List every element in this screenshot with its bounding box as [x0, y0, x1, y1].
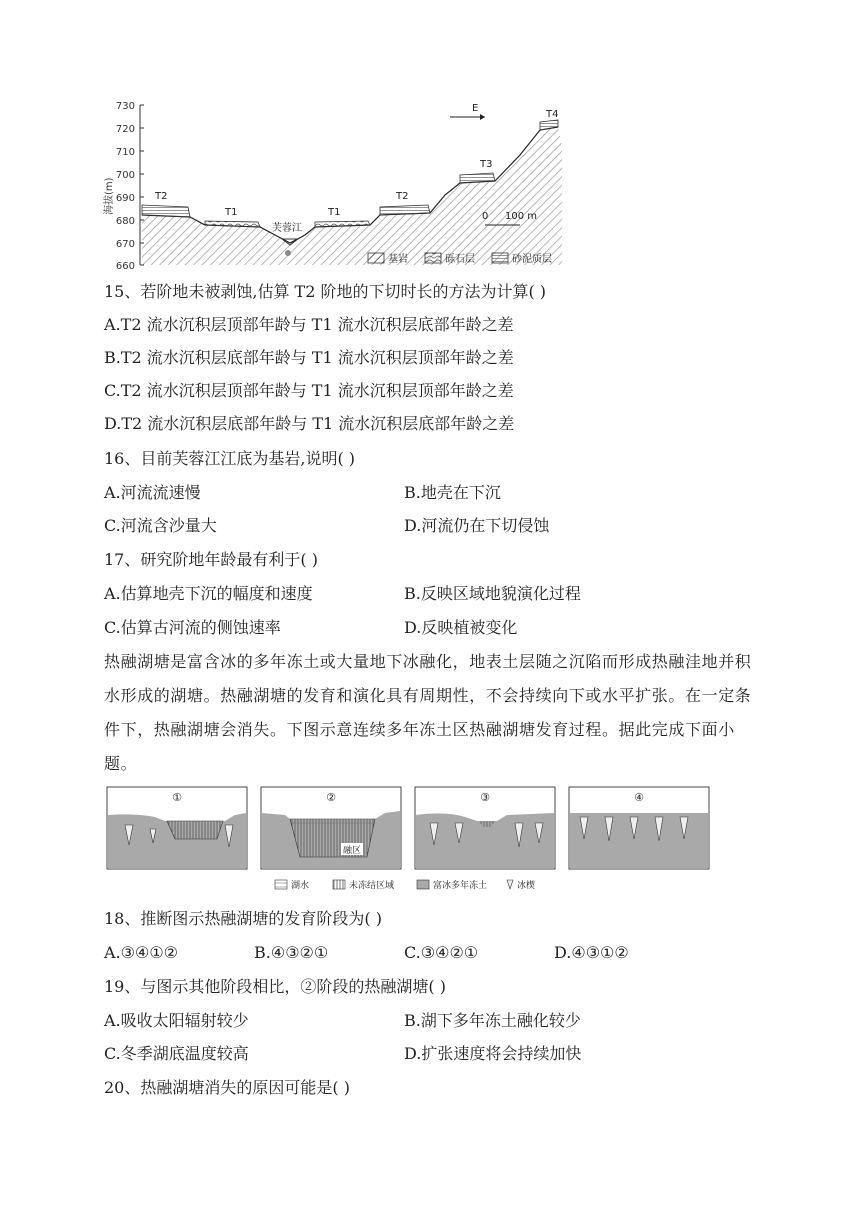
- panel-label: ①: [172, 791, 182, 804]
- q18-option-c: C.③④②①: [404, 943, 479, 962]
- y-tick: 700: [115, 170, 135, 181]
- q15-option-b: B.T2 流水沉积层底部年龄与 T1 流水沉积层顶部年龄之差: [104, 348, 514, 367]
- y-tick: 680: [115, 216, 135, 227]
- thaw-zone-label: 融区: [342, 846, 362, 856]
- q17-option-b: B.反映区域地貌演化过程: [404, 584, 581, 603]
- legend-permafrost: 富冰多年冻土: [433, 881, 488, 891]
- terrace-label: T2: [396, 191, 409, 202]
- q18-option-a: A.③④①②: [104, 943, 179, 962]
- q19-stem: 19、与图示其他阶段相比，②阶段的热融湖塘( ): [104, 977, 446, 996]
- q18-stem: 18、推断图示热融湖塘的发育阶段为( ): [104, 909, 382, 928]
- q16-option-d: D.河流仍在下切侵蚀: [404, 516, 550, 535]
- q17-option-d: D.反映植被变化: [404, 618, 518, 637]
- legend-ice-wedge: 冰楔: [517, 881, 536, 891]
- q20-stem: 20、热融湖塘消失的原因可能是( ): [104, 1078, 350, 1097]
- panel-label: ③: [480, 791, 490, 804]
- q18-option-b: B.④③②①: [254, 943, 329, 962]
- q15-option-d: D.T2 流水沉积层底部年龄与 T1 流水沉积层底部年龄之差: [104, 414, 515, 433]
- q16-option-b: B.地壳在下沉: [404, 483, 501, 502]
- y-tick: 710: [115, 147, 135, 158]
- terrace-label: T3: [480, 159, 493, 170]
- q15-stem: 15、若阶地未被剥蚀,估算 T2 阶地的下切时长的方法为计算( ): [104, 282, 547, 301]
- q18-option-d: D.④③①②: [554, 943, 629, 962]
- q19-option-b: B.湖下多年冻土融化较少: [404, 1011, 581, 1030]
- q17-option-c: C.估算古河流的侧蚀速率: [104, 618, 281, 637]
- q19-option-a: A.吸收太阳辐射较少: [104, 1011, 249, 1030]
- legend-bedrock: 基岩: [388, 254, 408, 265]
- q16-stem: 16、目前芙蓉江江底为基岩,说明( ): [104, 449, 356, 468]
- q17-stem: 17、研究阶地年龄最有利于( ): [104, 550, 318, 569]
- q15-option-c: C.T2 流水沉积层顶部年龄与 T1 流水沉积层顶部年龄之差: [104, 381, 514, 400]
- panel-label: ④: [634, 791, 644, 804]
- y-tick: 660: [115, 261, 135, 272]
- river-label: 芙蓉江: [272, 223, 302, 234]
- q15-option-a: A.T2 流水沉积层顶部年龄与 T1 流水沉积层底部年龄之差: [104, 315, 514, 334]
- q19-option-d: D.扩张速度将会持续加快: [404, 1044, 582, 1063]
- q19-option-c: C.冬季湖底温度较高: [104, 1044, 249, 1063]
- y-tick: 670: [115, 239, 135, 250]
- terrace-profile-figure: [100, 95, 580, 275]
- q17-option-a: A.估算地壳下沉的幅度和速度: [104, 584, 313, 603]
- panel-label: ②: [326, 791, 336, 804]
- terrace-label: T4: [546, 109, 559, 120]
- terrace-label: T2: [155, 191, 168, 202]
- legend-lake-water: 湖水: [291, 881, 310, 891]
- y-tick: 720: [115, 124, 135, 135]
- scale-length: 100 m: [505, 211, 538, 222]
- passage-text: 热融湖塘是富含冰的多年冻土或大量地下冰融化，地表土层随之沉陷而形成热融洼地并积水形成的湖塘。热融湖塘的发育和演化具有周期性，不会持续向下或水平扩张。在一定条件下，热融湖塘会消失。下图示意连续多年冻土区热融湖塘发育过程。据此完成下面小题。: [104, 652, 752, 773]
- direction-label: E: [472, 103, 479, 114]
- legend-sand-mud: 砂泥质层: [512, 254, 552, 265]
- q16-option-a: A.河流流速慢: [104, 483, 201, 502]
- y-tick: 690: [115, 193, 135, 204]
- y-axis-label: 海拔(m): [104, 177, 115, 215]
- y-tick: 730: [115, 101, 135, 112]
- scale-zero: 0: [482, 211, 489, 222]
- thermokarst-figure: [105, 785, 715, 897]
- legend-gravel: 砾石层: [445, 254, 475, 265]
- q16-option-c: C.河流含沙量大: [104, 516, 217, 535]
- terrace-label: T1: [225, 207, 238, 218]
- legend-unfrozen: 未冻结区域: [349, 881, 395, 891]
- terrace-label: T1: [328, 207, 341, 218]
